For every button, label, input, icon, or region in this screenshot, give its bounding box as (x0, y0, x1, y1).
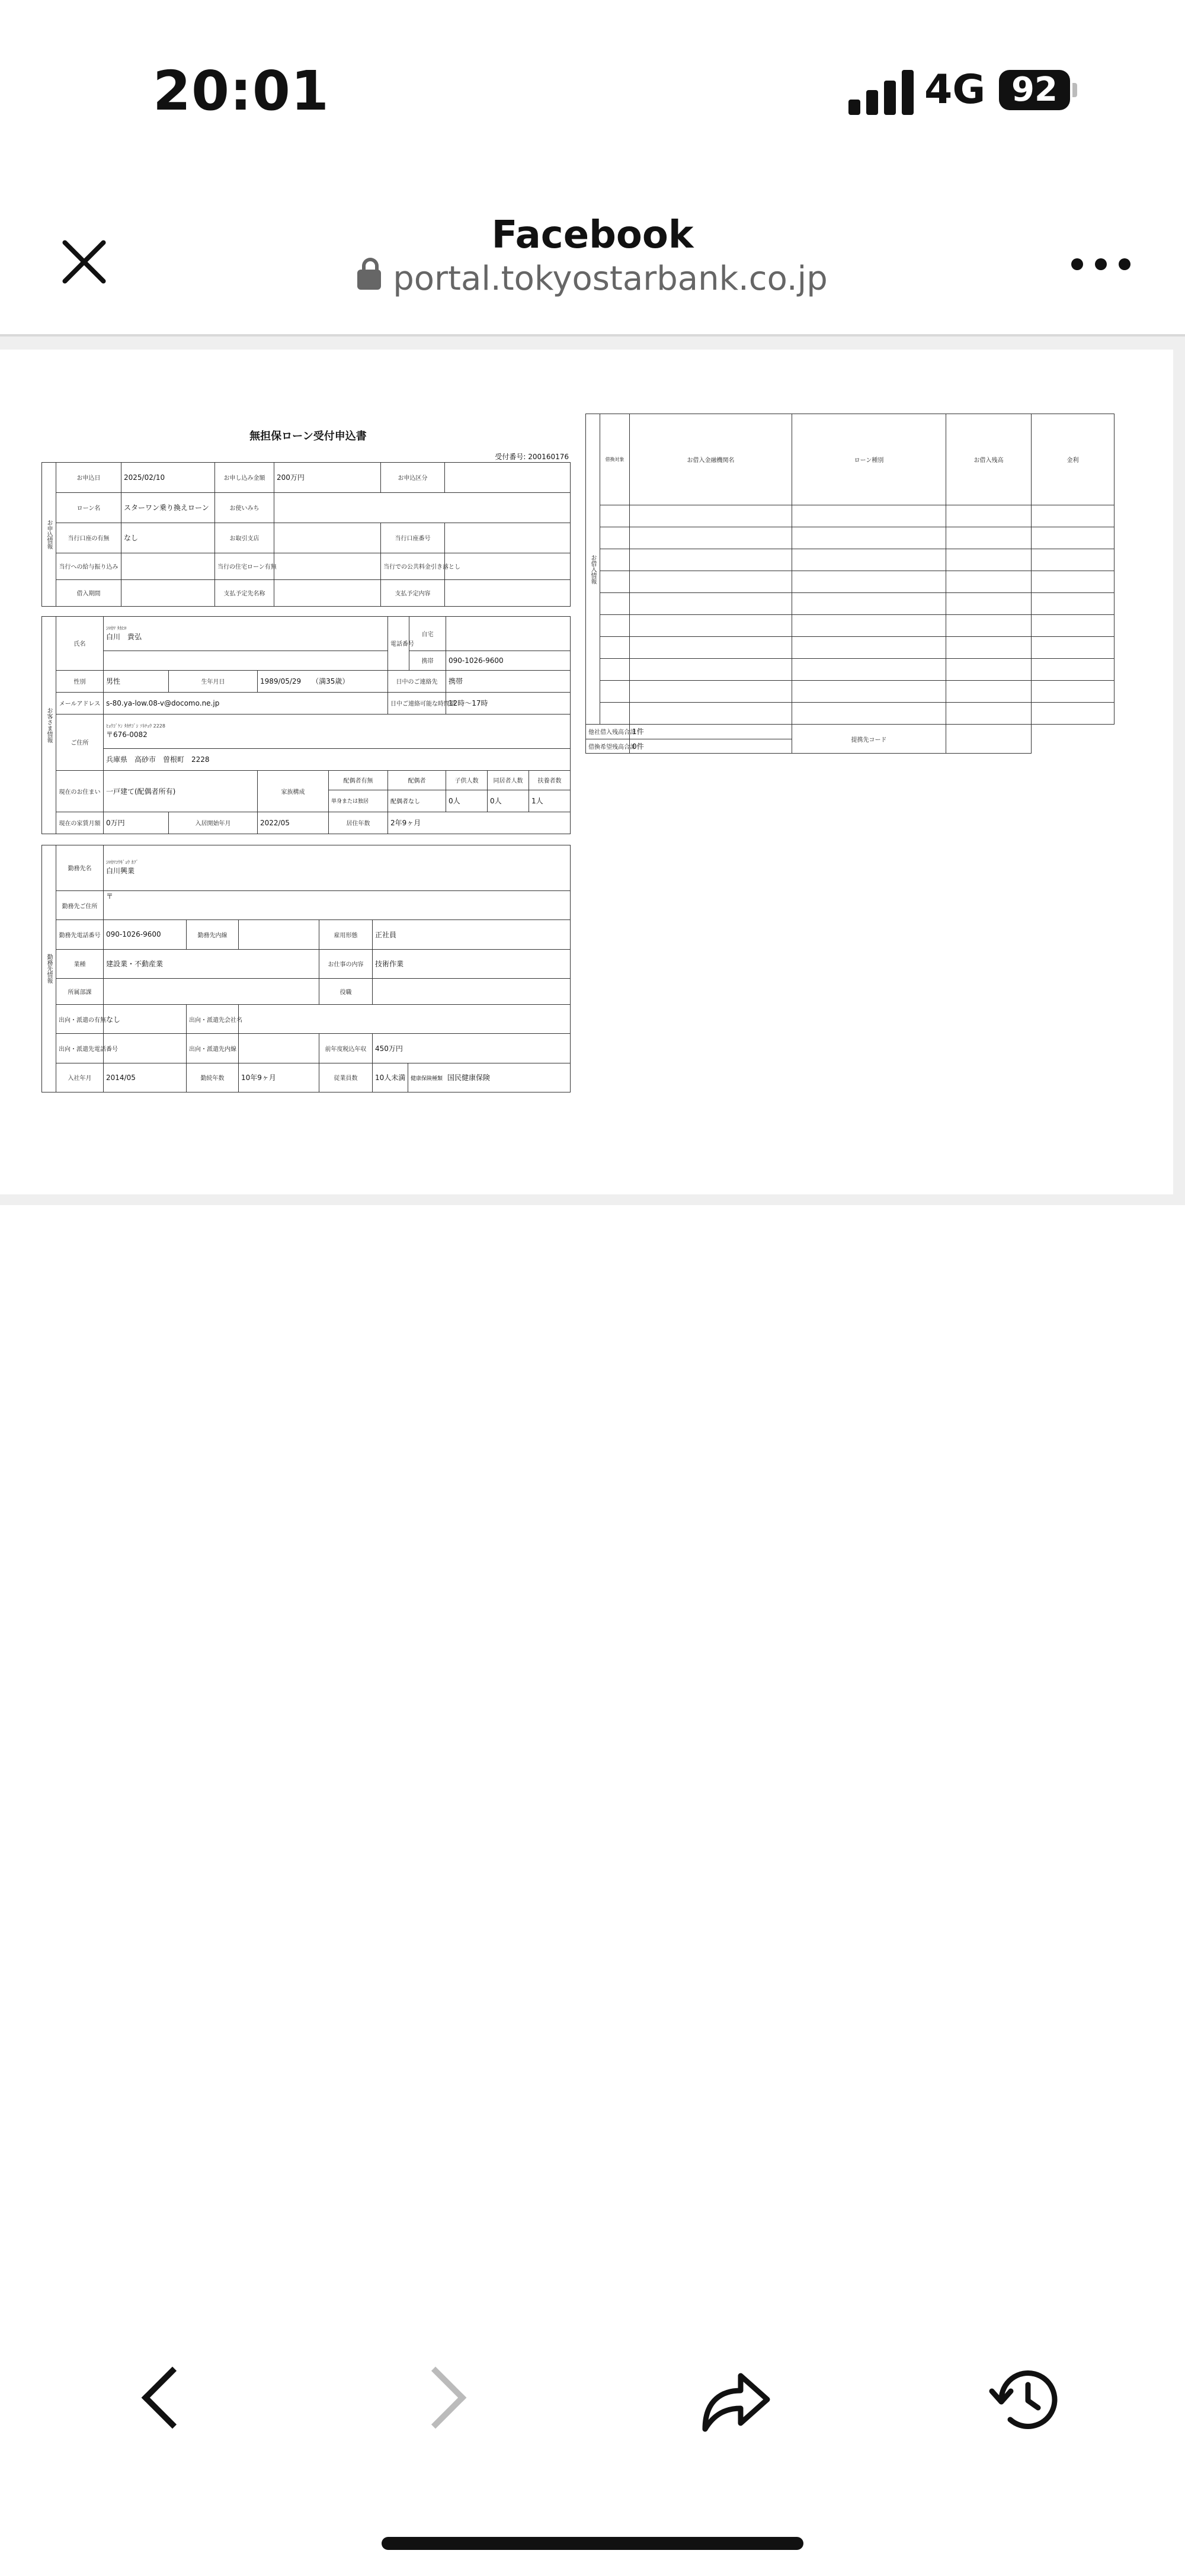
field-value: 男性 (104, 670, 169, 692)
loan-cell (1032, 615, 1114, 637)
field-value (104, 978, 319, 1004)
field-value: 正社員 (373, 920, 571, 949)
field-value: 090-1026-9600 (104, 920, 187, 949)
field-value (239, 1034, 319, 1063)
loan-cell (1032, 637, 1114, 659)
document-page (0, 350, 1173, 1194)
status-time: 20:01 (153, 59, 329, 123)
field-label: 前年度税込年収 (319, 1034, 373, 1063)
field-value (274, 492, 571, 523)
postal-code: 〒676-0082 (106, 730, 148, 739)
lock-icon (357, 270, 381, 290)
loan-cell (600, 571, 630, 593)
page-title: Facebook (491, 213, 694, 257)
loan-cell (630, 527, 792, 549)
field-label: 借換希望残高合計 (586, 739, 630, 753)
field-value: 技術作業 (373, 949, 571, 978)
loan-cell (1032, 527, 1114, 549)
field-value: 国民健康保険 (447, 1074, 491, 1082)
loan-cell (600, 659, 630, 681)
field-value (121, 579, 215, 606)
loan-cell (792, 549, 946, 571)
field-value (274, 553, 381, 579)
loan-header: ローン種別 (792, 414, 946, 505)
loan-cell (1032, 505, 1114, 527)
history-button[interactable] (984, 2358, 1066, 2441)
loan-cell (600, 549, 630, 571)
loan-cell (946, 615, 1032, 637)
field-label: ご住所 (56, 714, 104, 770)
loan-cell (600, 505, 630, 527)
loan-cell (630, 571, 792, 593)
field-value (239, 1004, 571, 1033)
loan-cell (792, 571, 946, 593)
loan-cell (630, 637, 792, 659)
field-value (946, 725, 1032, 754)
section-label: お借入情報 (586, 414, 600, 725)
field-label: お申し込み金額 (215, 463, 274, 493)
receipt-number: 受付番号: 200160176 (495, 453, 569, 461)
loan-cell (600, 681, 630, 703)
section-label: お客さま情報 (42, 617, 56, 834)
field-label: 支払予定内容 (381, 579, 445, 606)
loan-cell (792, 593, 946, 615)
field-label: お取引支店 (215, 523, 274, 553)
loan-cell (630, 505, 792, 527)
loan-cell (630, 593, 792, 615)
field-value: 10人未満 (373, 1063, 408, 1092)
field-label: ローン名 (56, 492, 121, 523)
forward-button[interactable] (403, 2358, 486, 2441)
field-label: 電話番号 (388, 617, 409, 671)
document-title: 無担保ローン受付申込書 (249, 430, 367, 443)
url-text: portal.tokyostarbank.co.jp (393, 259, 828, 298)
loan-cell (946, 505, 1032, 527)
field-label: 出向・派遣先内線 (187, 1034, 239, 1063)
loan-cell (600, 615, 630, 637)
application-info-table (41, 462, 571, 607)
company-kana: ｼﾛｶﾜｺｳｷﾞｮｳ ｶﾌﾞ (106, 860, 139, 866)
field-value: 090-1026-9600 (446, 651, 571, 670)
loan-header: 借換対象 (600, 414, 630, 505)
field-label: メールアドレス (56, 692, 104, 714)
field-value: スターワン乗り換えローン (121, 492, 215, 523)
loan-cell (946, 527, 1032, 549)
field-label: 当行口座の有無 (56, 523, 121, 553)
family-head: 子供人数 (446, 770, 488, 790)
field-value: 一戸建て(配偶者所有) (104, 770, 258, 812)
loan-header: 金利 (1032, 414, 1114, 505)
battery-icon: 92 (999, 70, 1070, 110)
loan-header: お借入残高 (946, 414, 1032, 505)
insurance-cell (408, 1063, 571, 1092)
field-value (104, 651, 388, 670)
loan-row (586, 593, 1114, 615)
loan-header: お借入金融機関名 (630, 414, 792, 505)
family-value: 0人 (446, 790, 488, 812)
field-value: 2年9ヶ月 (388, 812, 571, 834)
field-label: 役職 (319, 978, 373, 1004)
field-value: 〒 (104, 890, 571, 919)
loan-cell (946, 571, 1032, 593)
field-label: 勤務先電話番号 (56, 920, 104, 949)
loan-cell (946, 703, 1032, 725)
field-label: 入居開始年月 (169, 812, 258, 834)
home-indicator[interactable] (382, 2537, 803, 2550)
field-value: なし (104, 1004, 187, 1033)
field-label: 日中のご連絡先 (388, 670, 446, 692)
loan-row (586, 637, 1114, 659)
status-bar (0, 0, 1185, 178)
address-kana: ﾋｮｳｺﾞｹﾝ ﾀｶｻｺﾞｼ ｿﾈﾁｮｳ 2228 (106, 723, 165, 729)
chevron-left-icon (142, 2367, 204, 2429)
field-value: 携帯 (446, 670, 571, 692)
field-label: お申込日 (56, 463, 121, 493)
loan-cell (1032, 681, 1114, 703)
loan-row (586, 549, 1114, 571)
field-label: 現在のお住まい (56, 770, 104, 812)
field-value: 0件 (630, 739, 792, 753)
field-label: 出向・派遣の有無 (56, 1004, 104, 1033)
field-label: 勤務先内線 (187, 920, 239, 949)
bottom-toolbar (0, 2346, 1185, 2465)
loan-cell (946, 549, 1032, 571)
loan-cell (600, 527, 630, 549)
name-kana: ｼﾛｶﾜ ﾀｶﾋﾛ (106, 625, 127, 631)
field-label: 自宅 (409, 617, 446, 651)
field-label: 雇用形態 (319, 920, 373, 949)
field-label: 当行口座番号 (381, 523, 445, 553)
field-value: 12時〜17時 (446, 692, 571, 714)
field-label: 支払予定先名称 (215, 579, 274, 606)
company-value (104, 845, 571, 891)
field-label: 勤務先ご住所 (56, 890, 104, 919)
family-value: 0人 (488, 790, 529, 812)
field-value: 10年9ヶ月 (239, 1063, 319, 1092)
loan-cell (1032, 703, 1114, 725)
loan-cell (792, 703, 946, 725)
field-value: 200万円 (274, 463, 381, 493)
loan-cell (630, 549, 792, 571)
field-label: 提携先コード (792, 725, 946, 754)
name-value (104, 617, 388, 651)
field-label: 当行での公共料金引き落とし (381, 553, 445, 579)
signal-icon (848, 70, 914, 115)
field-label: 現在の家賃月額 (56, 812, 104, 834)
field-label: 業種 (56, 949, 104, 978)
field-label: 出向・派遣先電話番号 (56, 1034, 104, 1063)
company-name: 白川興業 (106, 867, 135, 876)
loan-cell (946, 681, 1032, 703)
field-value: 2025/02/10 (121, 463, 215, 493)
loan-row (586, 527, 1114, 549)
loan-cell (600, 593, 630, 615)
field-value (445, 463, 571, 493)
share-icon (693, 2358, 776, 2441)
field-label: 当行の住宅ローン有無 (215, 553, 274, 579)
family-value: 配偶者なし (388, 790, 446, 812)
url-bar[interactable] (0, 259, 1185, 298)
field-label: 出向・派遣先会社名 (187, 1004, 239, 1033)
field-value: 1989/05/29 （満35歳） (258, 670, 388, 692)
field-label: 借入期間 (56, 579, 121, 606)
family-value: 1人 (529, 790, 571, 812)
loan-cell (1032, 549, 1114, 571)
field-value (274, 523, 381, 553)
browser-header (0, 190, 1185, 332)
field-value: 1件 (630, 725, 792, 739)
field-label: 従業員数 (319, 1063, 373, 1092)
loan-row (586, 703, 1114, 725)
family-head: 配偶者 (388, 770, 446, 790)
family-head: 扶養者数 (529, 770, 571, 790)
field-value (239, 920, 319, 949)
field-value: 兵庫県 高砂市 曽根町 2228 (104, 748, 571, 770)
address-value (104, 714, 571, 748)
chevron-right-icon (405, 2367, 467, 2429)
loan-cell (792, 527, 946, 549)
section-label: 勤務先情報 (42, 845, 56, 1092)
field-label: お申込区分 (381, 463, 445, 493)
loan-cell (630, 681, 792, 703)
field-value (446, 617, 571, 651)
section-label: お申込情報 (42, 463, 56, 607)
loan-row (586, 681, 1114, 703)
field-label: 居住年数 (329, 812, 388, 834)
field-label: 性別 (56, 670, 104, 692)
battery-tip (1072, 83, 1077, 97)
loan-row (586, 615, 1114, 637)
field-label: 健康保険種類 (411, 1076, 443, 1082)
loan-cell (946, 593, 1032, 615)
loan-cell (600, 637, 630, 659)
field-value (274, 579, 381, 606)
field-value: なし (121, 523, 215, 553)
field-value: 0万円 (104, 812, 169, 834)
field-value: s-80.ya-low.08-v@docomo.ne.jp (104, 692, 388, 714)
field-label: 他社借入残高合計 (586, 725, 630, 739)
loan-cell (792, 659, 946, 681)
loan-row (586, 659, 1114, 681)
share-button[interactable] (693, 2358, 776, 2441)
loan-cell (792, 681, 946, 703)
field-label: 携帯 (409, 651, 446, 670)
field-value: 2014/05 (104, 1063, 187, 1092)
loan-cell (946, 659, 1032, 681)
personal-info-table (41, 616, 571, 834)
loan-cell (792, 615, 946, 637)
loan-cell (630, 659, 792, 681)
field-value (445, 579, 571, 606)
loan-cell (1032, 593, 1114, 615)
field-label: 勤務先名 (56, 845, 104, 891)
loan-row (586, 571, 1114, 593)
loan-info-table (585, 414, 1114, 754)
field-value: 建設業・不動産業 (104, 949, 319, 978)
field-value (121, 553, 215, 579)
loan-cell (1032, 659, 1114, 681)
loan-cell (630, 703, 792, 725)
loan-cell (600, 703, 630, 725)
family-value: 単身または独居 (329, 790, 388, 812)
field-label: お使いみち (215, 492, 274, 523)
family-head: 同居者人数 (488, 770, 529, 790)
loan-cell (792, 637, 946, 659)
field-label: 氏名 (56, 617, 104, 671)
document-viewer[interactable] (0, 337, 1185, 1205)
field-label: 所属部課 (56, 978, 104, 1004)
more-options-button[interactable] (1071, 251, 1130, 275)
field-label: 当行への給与振り込み (56, 553, 121, 579)
network-type: 4G (924, 66, 986, 113)
field-label: 勤続年数 (187, 1063, 239, 1092)
field-label: 家族構成 (258, 770, 329, 812)
loan-row (586, 505, 1114, 527)
field-label: 入社年月 (56, 1063, 104, 1092)
field-value: 2022/05 (258, 812, 329, 834)
back-button[interactable] (116, 2358, 199, 2441)
field-value (445, 523, 571, 553)
field-label: お仕事の内容 (319, 949, 373, 978)
field-label: 生年月日 (169, 670, 258, 692)
field-label: 日中ご連絡可能な時間帯 (388, 692, 446, 714)
loan-cell (792, 505, 946, 527)
loan-cell (630, 615, 792, 637)
field-value: 450万円 (373, 1034, 571, 1063)
field-value (373, 978, 571, 1004)
work-info-table (41, 845, 571, 1092)
field-value (445, 553, 571, 579)
loan-cell (1032, 571, 1114, 593)
history-icon (984, 2358, 1066, 2441)
loan-cell (946, 637, 1032, 659)
family-head: 配偶者有無 (329, 770, 388, 790)
name-text: 白川 貴弘 (106, 632, 142, 641)
